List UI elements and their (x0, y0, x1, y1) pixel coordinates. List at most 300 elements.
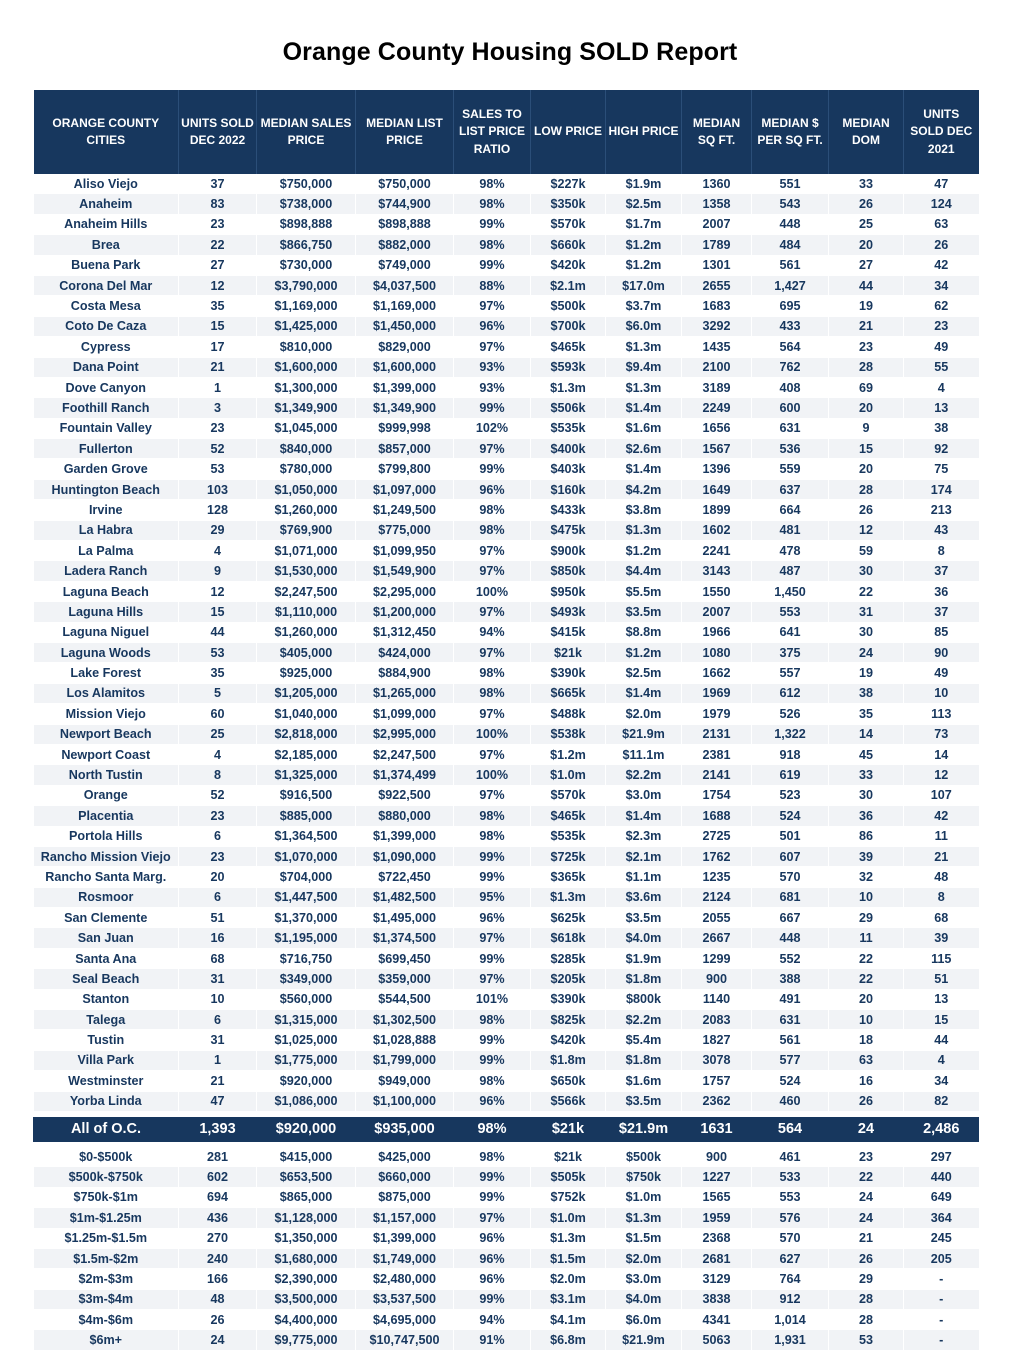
cell-median-sales-price: $1,325,000 (257, 765, 356, 785)
cell-low-price: $420k (531, 255, 606, 275)
cell-sales-to-list-ratio: 99% (454, 846, 531, 866)
price-range-row (34, 1187, 979, 1207)
cell-high-price: $4.4m (606, 561, 682, 581)
cell-median-sales-price: $1,086,000 (257, 1091, 356, 1111)
cell-median-list-price: $750,000 (356, 174, 454, 194)
cell-median-list-price: $1,099,950 (356, 541, 454, 561)
cell-median-price-per-sqft: 561 (752, 1030, 829, 1050)
cell-units-sold-2022: 68 (179, 948, 257, 968)
city-row (34, 1010, 979, 1030)
cell-median-dom: 25 (829, 214, 904, 234)
cell-high-price: $5.5m (606, 581, 682, 601)
cell-median-dom: 22 (829, 1167, 904, 1187)
cell-sales-to-list-ratio: 99% (454, 1289, 531, 1309)
cell-city: Costa Mesa (34, 296, 179, 316)
city-row (34, 214, 979, 234)
cell-units-sold-2022: 16 (179, 928, 257, 948)
cell-low-price: $21k (531, 642, 606, 662)
cell-median-sqft: 1827 (682, 1030, 752, 1050)
cell-low-price: $1.3m (531, 887, 606, 907)
cell-units-sold-2021: 62 (904, 296, 979, 316)
cell-median-price-per-sqft: 388 (752, 969, 829, 989)
cell-sales-to-list-ratio: 97% (454, 744, 531, 764)
cell-median-list-price: $1,200,000 (356, 602, 454, 622)
cell-city: Mission Viejo (34, 704, 179, 724)
cell-median-sqft: 2368 (682, 1228, 752, 1248)
cell-median-price-per-sqft: 631 (752, 418, 829, 438)
cell-median-price-per-sqft: 461 (752, 1147, 829, 1167)
cell-high-price: $4.0m (606, 1289, 682, 1309)
cell-city: Yorba Linda (34, 1091, 179, 1111)
cell-city: Tustin (34, 1030, 179, 1050)
cell-city: Dove Canyon (34, 377, 179, 397)
cell-units-sold-2021: 42 (904, 255, 979, 275)
cell-units-sold-2022: 1 (179, 1050, 257, 1070)
cell-median-price-per-sqft: 533 (752, 1167, 829, 1187)
cell-sales-to-list-ratio: 99% (454, 255, 531, 275)
cell-units-sold-2021: 68 (904, 908, 979, 928)
cell-city: Santa Ana (34, 948, 179, 968)
cell-low-price: $160k (531, 479, 606, 499)
cell-city: $750k-$1m (34, 1187, 179, 1207)
cell-median-price-per-sqft: 564 (752, 337, 829, 357)
cell-units-sold-2021: 245 (904, 1228, 979, 1248)
city-row (34, 704, 979, 724)
cell-city: San Juan (34, 928, 179, 948)
cell-median-price-per-sqft: 408 (752, 377, 829, 397)
cell-units-sold-2021: 13 (904, 398, 979, 418)
cell-median-sqft: 1762 (682, 846, 752, 866)
cell-units-sold-2022: 1 (179, 377, 257, 397)
cell-units-sold-2021: 85 (904, 622, 979, 642)
cell-low-price: $1.0m (531, 765, 606, 785)
cell-units-sold-2021: - (904, 1269, 979, 1289)
cell-median-sqft: 3838 (682, 1289, 752, 1309)
cell-city: Los Alamitos (34, 683, 179, 703)
cell-median-dom: 29 (829, 1269, 904, 1289)
cell-units-sold-2022: 52 (179, 785, 257, 805)
cell-median-dom: 38 (829, 683, 904, 703)
city-row (34, 418, 979, 438)
city-row (34, 398, 979, 418)
cell-low-price: $420k (531, 1030, 606, 1050)
cell-median-sqft: 1688 (682, 806, 752, 826)
cell-units-sold-2021: 44 (904, 1030, 979, 1050)
cell-median-price-per-sqft: 764 (752, 1269, 829, 1289)
cell-median-sqft: 1789 (682, 235, 752, 255)
city-row (34, 174, 979, 194)
cell-units-sold-2022: 12 (179, 275, 257, 295)
city-row (34, 642, 979, 662)
city-row (34, 316, 979, 336)
cell-low-price: $3.1m (531, 1289, 606, 1309)
cell-units-sold-2021: 82 (904, 1091, 979, 1111)
cell-units-sold-2022: 602 (179, 1167, 257, 1187)
cell-median-sales-price: $916,500 (257, 785, 356, 805)
cell-median-sqft: 1754 (682, 785, 752, 805)
cell-median-sqft: 2131 (682, 724, 752, 744)
header-median-sales-price: MEDIAN SALES PRICE (257, 90, 356, 174)
city-row (34, 561, 979, 581)
city-row (34, 255, 979, 275)
cell-median-sales-price: $730,000 (257, 255, 356, 275)
cell-low-price: $825k (531, 1010, 606, 1030)
cell-city: Anaheim Hills (34, 214, 179, 234)
cell-median-price-per-sqft: 524 (752, 1071, 829, 1091)
cell-median-dom: 26 (829, 500, 904, 520)
cell-city: $0-$500k (34, 1147, 179, 1167)
cell-low-price: $566k (531, 1091, 606, 1111)
cell-median-list-price: $699,450 (356, 948, 454, 968)
total-low-price: $21k (531, 1117, 606, 1142)
city-row (34, 622, 979, 642)
cell-units-sold-2022: 47 (179, 1091, 257, 1111)
cell-median-list-price: $4,037,500 (356, 275, 454, 295)
cell-high-price: $11.1m (606, 744, 682, 764)
cell-median-sales-price: $1,128,000 (257, 1208, 356, 1228)
cell-median-list-price: $1,399,000 (356, 1228, 454, 1248)
cell-high-price: $750k (606, 1167, 682, 1187)
cell-high-price: $2.0m (606, 1248, 682, 1268)
cell-high-price: $1.0m (606, 1187, 682, 1207)
cell-high-price: $2.2m (606, 1010, 682, 1030)
cell-median-dom: 20 (829, 989, 904, 1009)
cell-city: Newport Beach (34, 724, 179, 744)
cell-units-sold-2022: 103 (179, 479, 257, 499)
cell-low-price: $570k (531, 214, 606, 234)
cell-median-dom: 45 (829, 744, 904, 764)
cell-median-sales-price: $3,500,000 (257, 1289, 356, 1309)
city-row (34, 1050, 979, 1070)
cell-median-dom: 24 (829, 642, 904, 662)
cell-units-sold-2021: 39 (904, 928, 979, 948)
cell-median-price-per-sqft: 631 (752, 1010, 829, 1030)
cell-median-list-price: $1,099,000 (356, 704, 454, 724)
cell-median-list-price: $3,537,500 (356, 1289, 454, 1309)
cell-city: $3m-$4m (34, 1289, 179, 1309)
total-row (34, 1117, 979, 1142)
cell-median-sqft: 1080 (682, 642, 752, 662)
cell-median-sales-price: $885,000 (257, 806, 356, 826)
cell-sales-to-list-ratio: 97% (454, 785, 531, 805)
cell-median-dom: 39 (829, 846, 904, 866)
cell-low-price: $660k (531, 235, 606, 255)
cell-median-price-per-sqft: 487 (752, 561, 829, 581)
cell-median-list-price: $359,000 (356, 969, 454, 989)
cell-high-price: $1.2m (606, 642, 682, 662)
cell-median-price-per-sqft: 491 (752, 989, 829, 1009)
cell-median-sales-price: $1,350,000 (257, 1228, 356, 1248)
cell-units-sold-2022: 6 (179, 887, 257, 907)
cell-units-sold-2021: 113 (904, 704, 979, 724)
cell-median-sqft: 4341 (682, 1310, 752, 1330)
cell-city: Corona Del Mar (34, 275, 179, 295)
cell-sales-to-list-ratio: 96% (454, 479, 531, 499)
cell-units-sold-2021: 37 (904, 602, 979, 622)
cell-median-sales-price: $2,390,000 (257, 1269, 356, 1289)
cell-sales-to-list-ratio: 93% (454, 377, 531, 397)
cell-units-sold-2022: 22 (179, 235, 257, 255)
cell-median-dom: 31 (829, 602, 904, 622)
cell-units-sold-2021: 34 (904, 1071, 979, 1091)
cell-low-price: $6.8m (531, 1330, 606, 1350)
cell-median-sales-price: $769,900 (257, 520, 356, 540)
cell-median-sales-price: $716,750 (257, 948, 356, 968)
cell-city: Aliso Viejo (34, 174, 179, 194)
cell-low-price: $415k (531, 622, 606, 642)
cell-low-price: $535k (531, 418, 606, 438)
cell-median-sales-price: $1,070,000 (257, 846, 356, 866)
cell-units-sold-2022: 20 (179, 867, 257, 887)
cell-units-sold-2022: 24 (179, 1330, 257, 1350)
city-row (34, 581, 979, 601)
cell-units-sold-2021: 73 (904, 724, 979, 744)
cell-sales-to-list-ratio: 88% (454, 275, 531, 295)
cell-low-price: $506k (531, 398, 606, 418)
cell-median-sqft: 1602 (682, 520, 752, 540)
cell-units-sold-2022: 436 (179, 1208, 257, 1228)
cell-median-sqft: 1299 (682, 948, 752, 968)
cell-median-price-per-sqft: 627 (752, 1248, 829, 1268)
cell-city: $4m-$6m (34, 1310, 179, 1330)
cell-sales-to-list-ratio: 99% (454, 867, 531, 887)
cell-median-sqft: 2381 (682, 744, 752, 764)
cell-units-sold-2022: 270 (179, 1228, 257, 1248)
cell-units-sold-2021: 26 (904, 235, 979, 255)
cell-high-price: $4.2m (606, 479, 682, 499)
cell-median-dom: 28 (829, 357, 904, 377)
cell-median-sqft: 2007 (682, 214, 752, 234)
cell-high-price: $1.3m (606, 1208, 682, 1228)
cell-high-price: $1.1m (606, 867, 682, 887)
city-row (34, 520, 979, 540)
cell-sales-to-list-ratio: 97% (454, 439, 531, 459)
cell-median-sales-price: $1,040,000 (257, 704, 356, 724)
cell-high-price: $3.5m (606, 1091, 682, 1111)
cell-city: Coto De Caza (34, 316, 179, 336)
cell-median-list-price: $1,374,499 (356, 765, 454, 785)
city-row (34, 989, 979, 1009)
cell-median-dom: 28 (829, 479, 904, 499)
cell-units-sold-2022: 8 (179, 765, 257, 785)
cell-median-sqft: 1649 (682, 479, 752, 499)
cell-median-sqft: 1966 (682, 622, 752, 642)
cell-median-dom: 36 (829, 806, 904, 826)
cell-units-sold-2021: 4 (904, 1050, 979, 1070)
cell-median-list-price: $1,265,000 (356, 683, 454, 703)
city-row (34, 683, 979, 703)
cell-units-sold-2022: 128 (179, 500, 257, 520)
cell-median-dom: 26 (829, 1091, 904, 1111)
cell-low-price: $1.2m (531, 744, 606, 764)
cell-city: Cypress (34, 337, 179, 357)
cell-median-price-per-sqft: 576 (752, 1208, 829, 1228)
cell-median-sqft: 2100 (682, 357, 752, 377)
cell-high-price: $500k (606, 1147, 682, 1167)
cell-median-price-per-sqft: 561 (752, 255, 829, 275)
cell-units-sold-2022: 26 (179, 1310, 257, 1330)
cell-median-sqft: 2083 (682, 1010, 752, 1030)
cell-median-sqft: 2725 (682, 826, 752, 846)
cell-median-sqft: 1979 (682, 704, 752, 724)
cell-median-dom: 15 (829, 439, 904, 459)
cell-median-list-price: $1,169,000 (356, 296, 454, 316)
cell-units-sold-2021: 12 (904, 765, 979, 785)
cell-sales-to-list-ratio: 98% (454, 500, 531, 520)
cell-median-dom: 11 (829, 928, 904, 948)
cell-low-price: $752k (531, 1187, 606, 1207)
cell-median-list-price: $857,000 (356, 439, 454, 459)
cell-median-sales-price: $2,185,000 (257, 744, 356, 764)
cell-low-price: $593k (531, 357, 606, 377)
cell-high-price: $2.1m (606, 846, 682, 866)
cell-low-price: $700k (531, 316, 606, 336)
cell-median-sqft: 2249 (682, 398, 752, 418)
cell-units-sold-2021: 42 (904, 806, 979, 826)
cell-units-sold-2021: 8 (904, 541, 979, 561)
cell-low-price: $2.0m (531, 1269, 606, 1289)
cell-units-sold-2021: 11 (904, 826, 979, 846)
city-row (34, 439, 979, 459)
cell-city: Laguna Woods (34, 642, 179, 662)
cell-units-sold-2022: 5 (179, 683, 257, 703)
city-row (34, 296, 979, 316)
total-median-sqft: 1631 (682, 1117, 752, 1142)
cell-median-sales-price: $866,750 (257, 235, 356, 255)
cell-high-price: $3.5m (606, 602, 682, 622)
cell-units-sold-2022: 29 (179, 520, 257, 540)
cell-high-price: $2.5m (606, 194, 682, 214)
cell-low-price: $1.5m (531, 1248, 606, 1268)
cell-median-sales-price: $1,045,000 (257, 418, 356, 438)
cell-high-price: $17.0m (606, 275, 682, 295)
report-title: Orange County Housing SOLD Report (282, 38, 738, 66)
cell-low-price: $1.8m (531, 1050, 606, 1070)
cell-median-list-price: $1,097,000 (356, 479, 454, 499)
cell-units-sold-2021: 205 (904, 1248, 979, 1268)
cell-median-dom: 10 (829, 1010, 904, 1030)
city-row (34, 826, 979, 846)
cell-median-dom: 18 (829, 1030, 904, 1050)
cell-median-sqft: 1662 (682, 663, 752, 683)
cell-median-dom: 27 (829, 255, 904, 275)
cell-median-sqft: 1683 (682, 296, 752, 316)
cell-city: Laguna Beach (34, 581, 179, 601)
cell-high-price: $3.6m (606, 887, 682, 907)
cell-median-dom: 12 (829, 520, 904, 540)
cell-high-price: $1.5m (606, 1228, 682, 1248)
cell-median-list-price: $722,450 (356, 867, 454, 887)
cell-median-sales-price: $1,600,000 (257, 357, 356, 377)
cell-units-sold-2022: 31 (179, 1030, 257, 1050)
cell-units-sold-2021: 174 (904, 479, 979, 499)
cell-high-price: $1.6m (606, 1071, 682, 1091)
cell-city: Placentia (34, 806, 179, 826)
cell-median-dom: 24 (829, 1187, 904, 1207)
cell-sales-to-list-ratio: 96% (454, 1228, 531, 1248)
price-range-row (34, 1248, 979, 1268)
cell-median-price-per-sqft: 1,427 (752, 275, 829, 295)
cell-sales-to-list-ratio: 93% (454, 357, 531, 377)
cell-sales-to-list-ratio: 99% (454, 948, 531, 968)
cell-median-sales-price: $1,775,000 (257, 1050, 356, 1070)
cell-median-list-price: $1,090,000 (356, 846, 454, 866)
cell-median-price-per-sqft: 526 (752, 704, 829, 724)
cell-median-dom: 10 (829, 887, 904, 907)
cell-units-sold-2021: 21 (904, 846, 979, 866)
city-row (34, 785, 979, 805)
cell-high-price: $8.8m (606, 622, 682, 642)
cell-median-sales-price: $750,000 (257, 174, 356, 194)
cell-city: Huntington Beach (34, 479, 179, 499)
cell-units-sold-2021: - (904, 1330, 979, 1350)
cell-median-dom: 20 (829, 398, 904, 418)
cell-units-sold-2021: 213 (904, 500, 979, 520)
cell-sales-to-list-ratio: 96% (454, 316, 531, 336)
cell-median-sales-price: $9,775,000 (257, 1330, 356, 1350)
cell-sales-to-list-ratio: 91% (454, 1330, 531, 1350)
cell-median-sqft: 3078 (682, 1050, 752, 1070)
cell-sales-to-list-ratio: 97% (454, 704, 531, 724)
cell-units-sold-2022: 25 (179, 724, 257, 744)
cell-median-sales-price: $1,425,000 (257, 316, 356, 336)
cell-units-sold-2021: 48 (904, 867, 979, 887)
cell-median-price-per-sqft: 552 (752, 948, 829, 968)
cell-low-price: $285k (531, 948, 606, 968)
cell-units-sold-2021: 14 (904, 744, 979, 764)
city-row (34, 275, 979, 295)
cell-sales-to-list-ratio: 96% (454, 908, 531, 928)
cell-high-price: $1.4m (606, 459, 682, 479)
cell-median-list-price: $4,695,000 (356, 1310, 454, 1330)
cell-high-price: $2.2m (606, 765, 682, 785)
cell-units-sold-2022: 9 (179, 561, 257, 581)
cell-units-sold-2021: 63 (904, 214, 979, 234)
cell-high-price: $21.9m (606, 724, 682, 744)
cell-median-sqft: 3143 (682, 561, 752, 581)
cell-median-price-per-sqft: 1,450 (752, 581, 829, 601)
cell-median-list-price: $1,374,500 (356, 928, 454, 948)
cell-city: Anaheim (34, 194, 179, 214)
cell-sales-to-list-ratio: 98% (454, 235, 531, 255)
cell-units-sold-2022: 35 (179, 296, 257, 316)
price-range-row (34, 1167, 979, 1187)
cell-city: La Palma (34, 541, 179, 561)
cell-median-list-price: $775,000 (356, 520, 454, 540)
cell-median-dom: 44 (829, 275, 904, 295)
cell-median-list-price: $1,312,450 (356, 622, 454, 642)
cell-median-dom: 22 (829, 581, 904, 601)
header-sales-to-list-ratio: SALES TO LIST PRICE RATIO (454, 90, 531, 174)
cell-high-price: $1.3m (606, 520, 682, 540)
cell-median-sqft: 1235 (682, 867, 752, 887)
cell-units-sold-2022: 51 (179, 908, 257, 928)
cell-low-price: $618k (531, 928, 606, 948)
cell-median-price-per-sqft: 1,014 (752, 1310, 829, 1330)
cell-low-price: $493k (531, 602, 606, 622)
cell-median-list-price: $2,247,500 (356, 744, 454, 764)
cell-high-price: $1.9m (606, 948, 682, 968)
cell-low-price: $1.0m (531, 1208, 606, 1228)
cell-median-list-price: $424,000 (356, 642, 454, 662)
cell-sales-to-list-ratio: 98% (454, 826, 531, 846)
cell-high-price: $6.0m (606, 1310, 682, 1330)
total-median-sales-price: $920,000 (257, 1117, 356, 1142)
cell-city: Newport Coast (34, 744, 179, 764)
city-row (34, 459, 979, 479)
cell-sales-to-list-ratio: 96% (454, 1091, 531, 1111)
cell-median-sqft: 2667 (682, 928, 752, 948)
